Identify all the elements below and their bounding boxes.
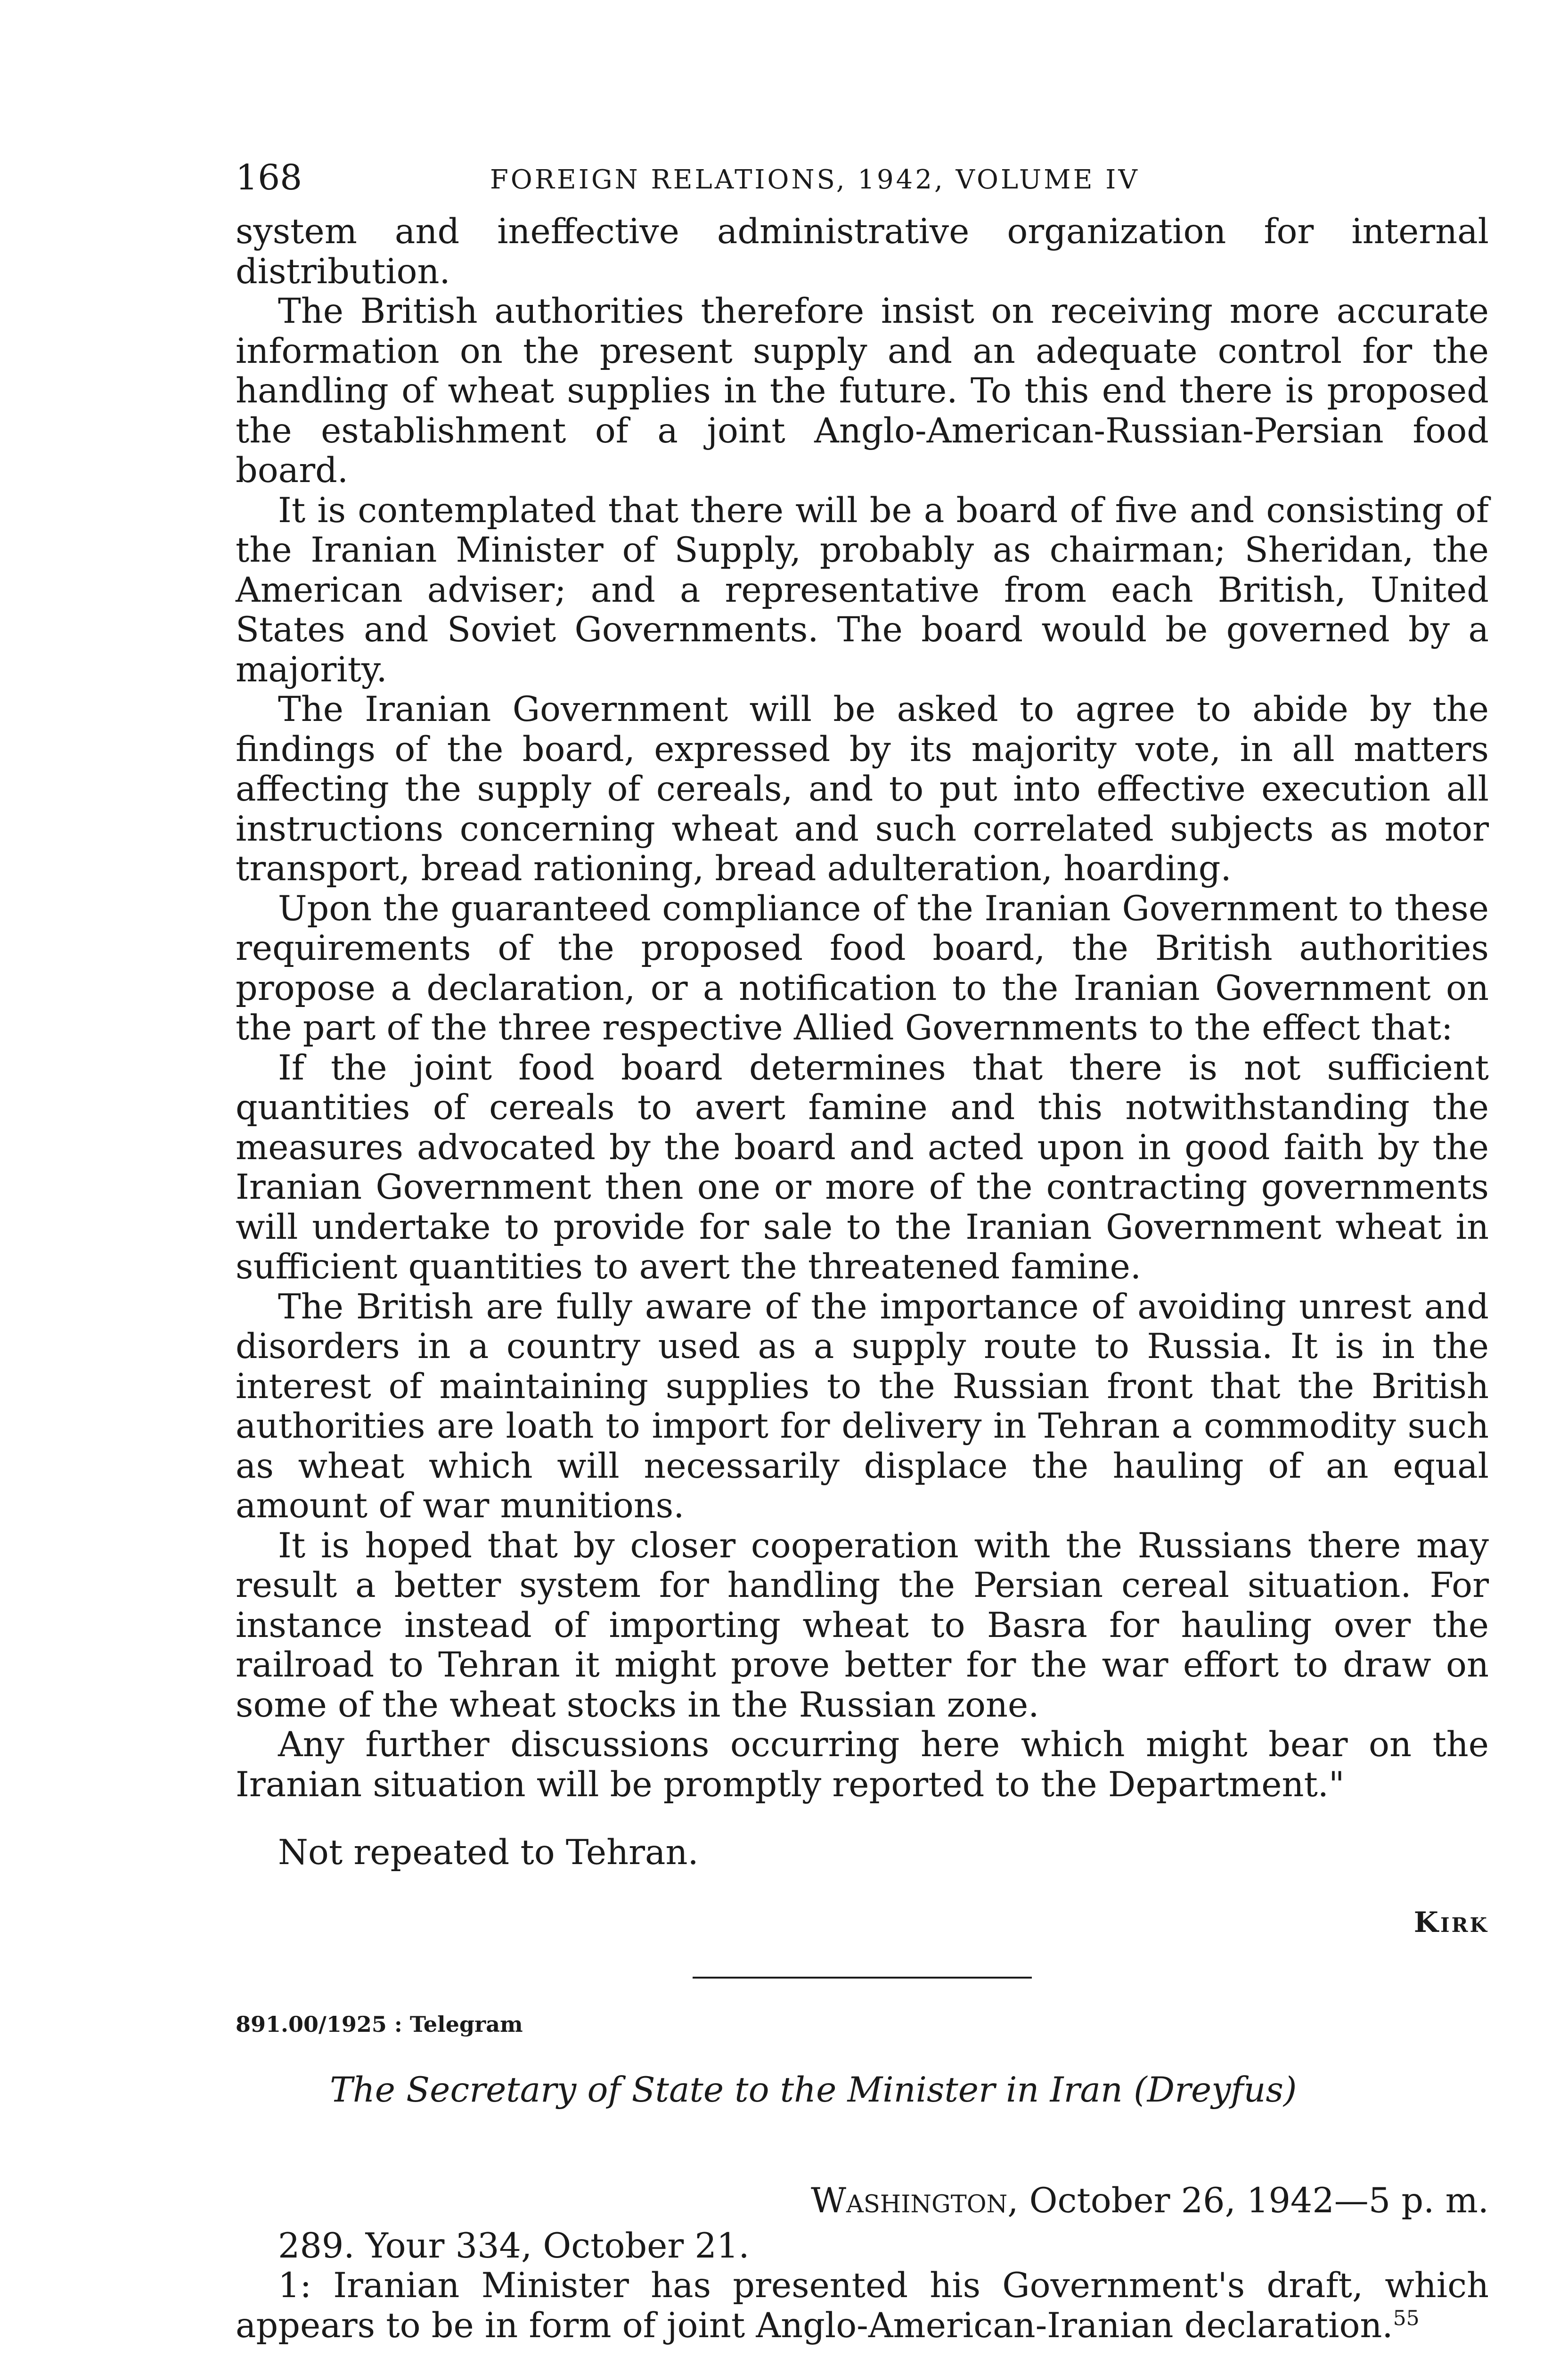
body-paragraph: It is hoped that by closer cooperation with the Russians there may result a better system for handling the Persian cereal situation. For instance instead of importing wheat to Basra for hauling over the railroad to Tehran it might prove better for the war effort to draw on some of the wheat stocks in the Russian zone. (236, 1525, 1489, 1725)
dateline (236, 2181, 1489, 2221)
file-reference: 891.00/1925 : Telegram (236, 2011, 523, 2037)
running-title: FOREIGN RELATIONS, 1942, VOLUME IV (490, 164, 1140, 195)
section-divider (693, 1977, 1032, 1979)
closing-note: Not repeated to Tehran. (278, 1832, 699, 1873)
body-paragraph: Upon the guaranteed compliance of the Iranian Government to these requirements of the proposed food board, the British authorities propose a declaration, or a notification to the Iranian Government on the part of the three respective Allied Governments to the effect that: (236, 888, 1489, 1048)
body-paragraph: It is contemplated that there will be a board of five and consisting of the Iranian Minister of Supply, probably as chairman; Sheridan, the American adviser; and a representative from each British, United States and Soviet Governments. The board would be governed by a majority. (236, 490, 1489, 690)
body-paragraph: Any further discussions occurring here which might bear on the Iranian situation will be promptly reported to the Department." (236, 1725, 1489, 1805)
page-number: 168 (236, 157, 302, 198)
body-paragraph: If the joint food board determines that there is not sufficient quantities of cereals to avert famine and this notwithstanding the measures advocated by the board and acted upon in good faith by the Iranian Government then one or more of the contracting governments will undertake to provide for sale to the Iranian Government wheat in sufficient quantities to avert the threatened famine. (236, 1047, 1489, 1287)
document-page (236, 157, 1489, 2356)
telegram-text (236, 2226, 1489, 2346)
signature: Kirk (1413, 1906, 1489, 1939)
footnote-marker[interactable]: 55 (1393, 2306, 1420, 2331)
body-paragraph: The British authorities therefore insist on receiving more accurate information on the present supply and an adequate control for the handling of wheat supplies in the future. To this end there is proposed the establishment of a joint Anglo-American-Russian-Persian food board. (236, 291, 1489, 491)
body-paragraph: The British are fully aware of the importance of avoiding unrest and disorders in a country used as a supply route to Russia. It is in the interest of maintaining supplies to the Russian front that the British authorities are loath to import for delivery in Tehran a commodity such as wheat which will necessarily displace the hauling of an equal amount of war munitions. (236, 1286, 1489, 1526)
running-header (236, 157, 1489, 212)
telegram-line: 289. Your 334, October 21. (278, 2225, 750, 2266)
body-paragraph: The Iranian Government will be asked to agree to abide by the findings of the board, expressed by its majority vote, in all matters affecting the supply of cereals, and to put into effective execution all instructions concerning wheat and such correlated subjects as motor transport, bread rationing, bread adulteration, hoarding. (236, 689, 1489, 889)
body-paragraph: system and ineffective administrative organization for internal distribution. (236, 212, 1489, 292)
telegram-line (236, 2266, 1489, 2346)
telegram-line-text: 1: Iranian Minister has presented his Government's draft, which appears to be in form of joint Anglo-American-Iranian declaration. (236, 2266, 1489, 2346)
telegram-body (236, 212, 1489, 1805)
dateline-date: October 26, 1942—5 p. m. (1029, 2180, 1489, 2221)
document-title: The Secretary of State to the Minister in Iran (Dreyfus) (330, 2070, 1297, 2110)
dateline-place: Washington, (810, 2180, 1019, 2221)
